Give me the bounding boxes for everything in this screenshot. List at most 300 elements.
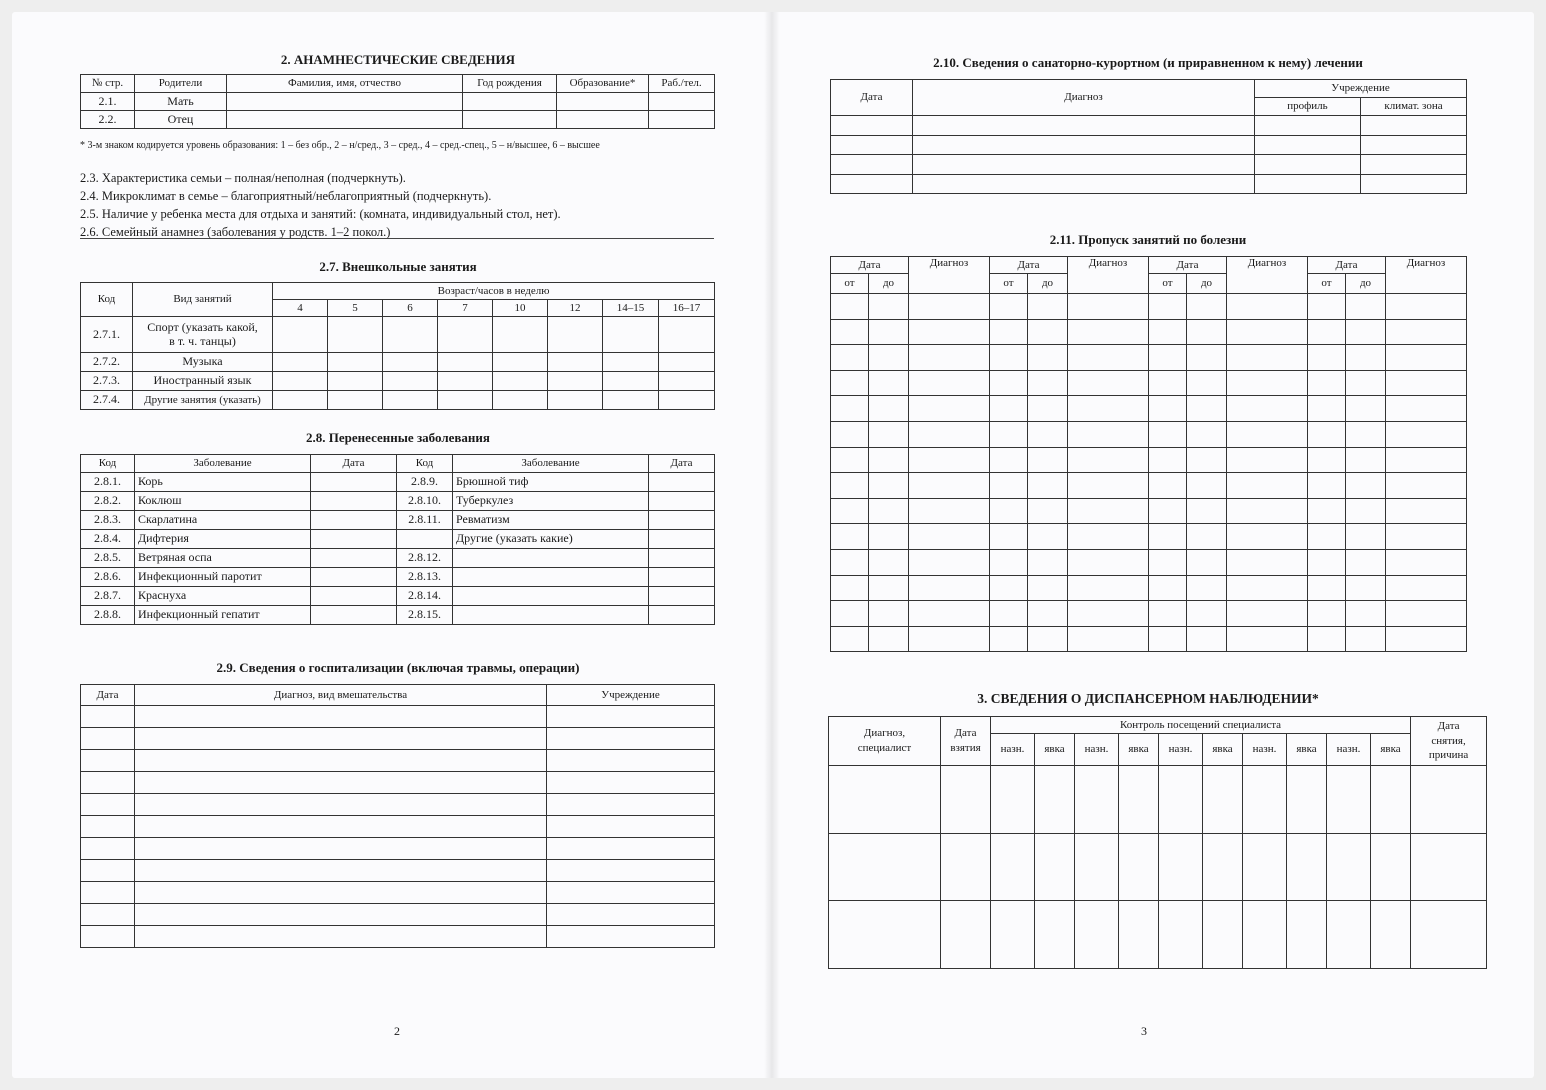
hours-cell[interactable] xyxy=(328,353,383,372)
entry-cell[interactable] xyxy=(547,706,715,728)
entry-cell[interactable] xyxy=(1187,396,1227,422)
entry-cell[interactable] xyxy=(1149,473,1187,499)
entry-cell[interactable] xyxy=(831,294,869,320)
entry-cell[interactable] xyxy=(81,794,135,816)
entry-cell[interactable] xyxy=(831,345,869,371)
entry-cell[interactable] xyxy=(1203,901,1243,969)
entry-cell[interactable] xyxy=(1243,901,1287,969)
entry-cell[interactable] xyxy=(1361,155,1467,175)
birthyear-cell[interactable] xyxy=(463,93,557,111)
entry-cell[interactable] xyxy=(1386,601,1467,627)
entry-cell[interactable] xyxy=(1308,421,1346,447)
entry-cell[interactable] xyxy=(990,421,1028,447)
entry-cell[interactable] xyxy=(909,447,990,473)
entry-cell[interactable] xyxy=(1308,396,1346,422)
entry-cell[interactable] xyxy=(991,901,1035,969)
hours-cell[interactable] xyxy=(438,353,493,372)
entry-cell[interactable] xyxy=(1203,766,1243,834)
entry-cell[interactable] xyxy=(990,575,1028,601)
hours-cell[interactable] xyxy=(383,353,438,372)
entry-cell[interactable] xyxy=(1308,294,1346,320)
hours-cell[interactable] xyxy=(659,391,715,410)
date-cell[interactable] xyxy=(649,511,715,530)
entry-cell[interactable] xyxy=(1371,901,1411,969)
date-cell[interactable] xyxy=(311,606,397,625)
hours-cell[interactable] xyxy=(659,317,715,353)
entry-cell[interactable] xyxy=(547,794,715,816)
entry-cell[interactable] xyxy=(1346,294,1386,320)
hours-cell[interactable] xyxy=(659,353,715,372)
entry-cell[interactable] xyxy=(1159,901,1203,969)
entry-cell[interactable] xyxy=(1243,766,1287,834)
entry-cell[interactable] xyxy=(1068,396,1149,422)
entry-cell[interactable] xyxy=(1227,498,1308,524)
entry-cell[interactable] xyxy=(1411,901,1487,969)
date-cell[interactable] xyxy=(649,473,715,492)
entry-cell[interactable] xyxy=(1308,524,1346,550)
entry-cell[interactable] xyxy=(1028,549,1068,575)
entry-cell[interactable] xyxy=(135,728,547,750)
entry-cell[interactable] xyxy=(869,345,909,371)
hours-cell[interactable] xyxy=(548,317,603,353)
entry-cell[interactable] xyxy=(1028,319,1068,345)
fullname-cell[interactable] xyxy=(227,111,463,129)
education-cell[interactable] xyxy=(557,93,649,111)
entry-cell[interactable] xyxy=(1346,319,1386,345)
entry-cell[interactable] xyxy=(1068,319,1149,345)
hours-cell[interactable] xyxy=(548,391,603,410)
entry-cell[interactable] xyxy=(831,421,869,447)
entry-cell[interactable] xyxy=(1346,421,1386,447)
work-cell[interactable] xyxy=(649,111,715,129)
entry-cell[interactable] xyxy=(547,772,715,794)
entry-cell[interactable] xyxy=(1028,345,1068,371)
hours-cell[interactable] xyxy=(548,353,603,372)
entry-cell[interactable] xyxy=(869,601,909,627)
entry-cell[interactable] xyxy=(1243,833,1287,901)
entry-cell[interactable] xyxy=(831,116,913,136)
entry-cell[interactable] xyxy=(1149,319,1187,345)
entry-cell[interactable] xyxy=(135,926,547,948)
entry-cell[interactable] xyxy=(990,447,1028,473)
entry-cell[interactable] xyxy=(909,319,990,345)
entry-cell[interactable] xyxy=(1187,601,1227,627)
entry-cell[interactable] xyxy=(1346,370,1386,396)
entry-cell[interactable] xyxy=(1187,549,1227,575)
entry-cell[interactable] xyxy=(1308,447,1346,473)
entry-cell[interactable] xyxy=(869,575,909,601)
entry-cell[interactable] xyxy=(1308,498,1346,524)
entry-cell[interactable] xyxy=(1068,498,1149,524)
hours-cell[interactable] xyxy=(438,317,493,353)
entry-cell[interactable] xyxy=(909,601,990,627)
hours-cell[interactable] xyxy=(273,317,328,353)
entry-cell[interactable] xyxy=(1035,901,1075,969)
entry-cell[interactable] xyxy=(1346,626,1386,652)
entry-cell[interactable] xyxy=(869,447,909,473)
entry-cell[interactable] xyxy=(1187,370,1227,396)
entry-cell[interactable] xyxy=(1361,174,1467,194)
hours-cell[interactable] xyxy=(383,317,438,353)
entry-cell[interactable] xyxy=(81,706,135,728)
entry-cell[interactable] xyxy=(1028,396,1068,422)
entry-cell[interactable] xyxy=(1149,421,1187,447)
entry-cell[interactable] xyxy=(1149,294,1187,320)
hours-cell[interactable] xyxy=(328,372,383,391)
entry-cell[interactable] xyxy=(1287,833,1327,901)
entry-cell[interactable] xyxy=(991,833,1035,901)
entry-cell[interactable] xyxy=(831,174,913,194)
entry-cell[interactable] xyxy=(909,345,990,371)
entry-cell[interactable] xyxy=(1028,447,1068,473)
entry-cell[interactable] xyxy=(869,524,909,550)
entry-cell[interactable] xyxy=(1386,370,1467,396)
date-cell[interactable] xyxy=(311,492,397,511)
entry-cell[interactable] xyxy=(1386,626,1467,652)
hours-cell[interactable] xyxy=(328,391,383,410)
entry-cell[interactable] xyxy=(1386,575,1467,601)
hours-cell[interactable] xyxy=(273,391,328,410)
entry-cell[interactable] xyxy=(869,370,909,396)
entry-cell[interactable] xyxy=(1119,901,1159,969)
hours-cell[interactable] xyxy=(493,372,548,391)
entry-cell[interactable] xyxy=(913,155,1255,175)
date-cell[interactable] xyxy=(649,530,715,549)
entry-cell[interactable] xyxy=(1068,601,1149,627)
entry-cell[interactable] xyxy=(1227,319,1308,345)
hours-cell[interactable] xyxy=(603,391,659,410)
entry-cell[interactable] xyxy=(831,135,913,155)
entry-cell[interactable] xyxy=(1386,473,1467,499)
date-cell[interactable] xyxy=(649,492,715,511)
entry-cell[interactable] xyxy=(1386,447,1467,473)
entry-cell[interactable] xyxy=(1308,473,1346,499)
hours-cell[interactable] xyxy=(383,372,438,391)
entry-cell[interactable] xyxy=(1149,345,1187,371)
entry-cell[interactable] xyxy=(1386,549,1467,575)
entry-cell[interactable] xyxy=(81,904,135,926)
entry-cell[interactable] xyxy=(1068,370,1149,396)
date-cell[interactable] xyxy=(649,587,715,606)
entry-cell[interactable] xyxy=(547,728,715,750)
entry-cell[interactable] xyxy=(1327,833,1371,901)
entry-cell[interactable] xyxy=(1203,833,1243,901)
entry-cell[interactable] xyxy=(1308,575,1346,601)
date-cell[interactable] xyxy=(649,568,715,587)
date-cell[interactable] xyxy=(311,473,397,492)
entry-cell[interactable] xyxy=(990,473,1028,499)
entry-cell[interactable] xyxy=(990,601,1028,627)
entry-cell[interactable] xyxy=(1371,833,1411,901)
hours-cell[interactable] xyxy=(659,372,715,391)
date-cell[interactable] xyxy=(311,549,397,568)
entry-cell[interactable] xyxy=(1068,421,1149,447)
fullname-cell[interactable] xyxy=(227,93,463,111)
entry-cell[interactable] xyxy=(1028,626,1068,652)
entry-cell[interactable] xyxy=(547,904,715,926)
entry-cell[interactable] xyxy=(909,498,990,524)
entry-cell[interactable] xyxy=(1327,901,1371,969)
entry-cell[interactable] xyxy=(1187,294,1227,320)
entry-cell[interactable] xyxy=(829,766,941,834)
entry-cell[interactable] xyxy=(1386,396,1467,422)
entry-cell[interactable] xyxy=(1119,833,1159,901)
entry-cell[interactable] xyxy=(1308,370,1346,396)
entry-cell[interactable] xyxy=(1386,421,1467,447)
date-cell[interactable] xyxy=(311,587,397,606)
entry-cell[interactable] xyxy=(547,882,715,904)
entry-cell[interactable] xyxy=(909,549,990,575)
entry-cell[interactable] xyxy=(135,750,547,772)
entry-cell[interactable] xyxy=(1028,421,1068,447)
entry-cell[interactable] xyxy=(135,904,547,926)
entry-cell[interactable] xyxy=(941,833,991,901)
entry-cell[interactable] xyxy=(547,750,715,772)
entry-cell[interactable] xyxy=(135,816,547,838)
entry-cell[interactable] xyxy=(990,626,1028,652)
entry-cell[interactable] xyxy=(1075,833,1119,901)
entry-cell[interactable] xyxy=(81,926,135,948)
entry-cell[interactable] xyxy=(1411,766,1487,834)
entry-cell[interactable] xyxy=(1227,421,1308,447)
entry-cell[interactable] xyxy=(1227,626,1308,652)
date-cell[interactable] xyxy=(649,549,715,568)
entry-cell[interactable] xyxy=(1035,766,1075,834)
entry-cell[interactable] xyxy=(81,860,135,882)
entry-cell[interactable] xyxy=(909,626,990,652)
entry-cell[interactable] xyxy=(869,473,909,499)
entry-cell[interactable] xyxy=(831,155,913,175)
entry-cell[interactable] xyxy=(1255,135,1361,155)
entry-cell[interactable] xyxy=(1227,575,1308,601)
entry-cell[interactable] xyxy=(1149,524,1187,550)
entry-cell[interactable] xyxy=(1371,766,1411,834)
entry-cell[interactable] xyxy=(1227,473,1308,499)
entry-cell[interactable] xyxy=(909,421,990,447)
entry-cell[interactable] xyxy=(81,838,135,860)
entry-cell[interactable] xyxy=(1411,833,1487,901)
entry-cell[interactable] xyxy=(81,728,135,750)
entry-cell[interactable] xyxy=(1308,549,1346,575)
entry-cell[interactable] xyxy=(1028,498,1068,524)
entry-cell[interactable] xyxy=(1075,901,1119,969)
entry-cell[interactable] xyxy=(1149,601,1187,627)
entry-cell[interactable] xyxy=(869,549,909,575)
entry-cell[interactable] xyxy=(1346,396,1386,422)
entry-cell[interactable] xyxy=(1255,116,1361,136)
entry-cell[interactable] xyxy=(1149,498,1187,524)
entry-cell[interactable] xyxy=(831,575,869,601)
entry-cell[interactable] xyxy=(1149,549,1187,575)
entry-cell[interactable] xyxy=(941,901,991,969)
entry-cell[interactable] xyxy=(831,601,869,627)
entry-cell[interactable] xyxy=(1187,319,1227,345)
entry-cell[interactable] xyxy=(1227,524,1308,550)
date-cell[interactable] xyxy=(649,606,715,625)
entry-cell[interactable] xyxy=(1361,116,1467,136)
entry-cell[interactable] xyxy=(1386,345,1467,371)
entry-cell[interactable] xyxy=(1068,626,1149,652)
entry-cell[interactable] xyxy=(990,549,1028,575)
entry-cell[interactable] xyxy=(1227,549,1308,575)
entry-cell[interactable] xyxy=(547,860,715,882)
entry-cell[interactable] xyxy=(1035,833,1075,901)
entry-cell[interactable] xyxy=(547,838,715,860)
entry-cell[interactable] xyxy=(1346,345,1386,371)
entry-cell[interactable] xyxy=(547,926,715,948)
entry-cell[interactable] xyxy=(909,294,990,320)
hours-cell[interactable] xyxy=(548,372,603,391)
entry-cell[interactable] xyxy=(1187,421,1227,447)
entry-cell[interactable] xyxy=(831,319,869,345)
entry-cell[interactable] xyxy=(831,549,869,575)
entry-cell[interactable] xyxy=(869,498,909,524)
entry-cell[interactable] xyxy=(831,396,869,422)
entry-cell[interactable] xyxy=(913,135,1255,155)
entry-cell[interactable] xyxy=(1149,447,1187,473)
entry-cell[interactable] xyxy=(135,772,547,794)
entry-cell[interactable] xyxy=(990,370,1028,396)
entry-cell[interactable] xyxy=(869,396,909,422)
entry-cell[interactable] xyxy=(1028,473,1068,499)
entry-cell[interactable] xyxy=(81,750,135,772)
entry-cell[interactable] xyxy=(1308,319,1346,345)
entry-cell[interactable] xyxy=(1308,601,1346,627)
entry-cell[interactable] xyxy=(135,794,547,816)
entry-cell[interactable] xyxy=(1149,626,1187,652)
entry-cell[interactable] xyxy=(1386,524,1467,550)
entry-cell[interactable] xyxy=(913,174,1255,194)
entry-cell[interactable] xyxy=(1187,473,1227,499)
hours-cell[interactable] xyxy=(328,317,383,353)
entry-cell[interactable] xyxy=(1287,901,1327,969)
hours-cell[interactable] xyxy=(603,317,659,353)
hours-cell[interactable] xyxy=(493,391,548,410)
entry-cell[interactable] xyxy=(990,396,1028,422)
entry-cell[interactable] xyxy=(909,370,990,396)
entry-cell[interactable] xyxy=(1187,524,1227,550)
entry-cell[interactable] xyxy=(831,524,869,550)
entry-cell[interactable] xyxy=(1386,319,1467,345)
entry-cell[interactable] xyxy=(1255,174,1361,194)
entry-cell[interactable] xyxy=(990,319,1028,345)
entry-cell[interactable] xyxy=(1159,833,1203,901)
entry-cell[interactable] xyxy=(81,772,135,794)
work-cell[interactable] xyxy=(649,93,715,111)
entry-cell[interactable] xyxy=(81,882,135,904)
education-cell[interactable] xyxy=(557,111,649,129)
entry-cell[interactable] xyxy=(1346,524,1386,550)
birthyear-cell[interactable] xyxy=(463,111,557,129)
entry-cell[interactable] xyxy=(547,816,715,838)
entry-cell[interactable] xyxy=(991,766,1035,834)
entry-cell[interactable] xyxy=(1068,575,1149,601)
entry-cell[interactable] xyxy=(941,766,991,834)
entry-cell[interactable] xyxy=(1028,524,1068,550)
entry-cell[interactable] xyxy=(990,294,1028,320)
entry-cell[interactable] xyxy=(1149,370,1187,396)
entry-cell[interactable] xyxy=(831,370,869,396)
entry-cell[interactable] xyxy=(831,473,869,499)
entry-cell[interactable] xyxy=(913,116,1255,136)
entry-cell[interactable] xyxy=(1028,575,1068,601)
entry-cell[interactable] xyxy=(909,524,990,550)
hours-cell[interactable] xyxy=(273,372,328,391)
entry-cell[interactable] xyxy=(135,860,547,882)
entry-cell[interactable] xyxy=(1386,294,1467,320)
entry-cell[interactable] xyxy=(1149,396,1187,422)
entry-cell[interactable] xyxy=(1028,370,1068,396)
entry-cell[interactable] xyxy=(1187,447,1227,473)
entry-cell[interactable] xyxy=(135,882,547,904)
entry-cell[interactable] xyxy=(81,816,135,838)
entry-cell[interactable] xyxy=(1346,447,1386,473)
hours-cell[interactable] xyxy=(383,391,438,410)
entry-cell[interactable] xyxy=(1308,345,1346,371)
entry-cell[interactable] xyxy=(869,319,909,345)
entry-cell[interactable] xyxy=(1068,473,1149,499)
entry-cell[interactable] xyxy=(1187,626,1227,652)
entry-cell[interactable] xyxy=(829,901,941,969)
entry-cell[interactable] xyxy=(831,447,869,473)
entry-cell[interactable] xyxy=(1149,575,1187,601)
entry-cell[interactable] xyxy=(1119,766,1159,834)
date-cell[interactable] xyxy=(311,530,397,549)
hours-cell[interactable] xyxy=(493,353,548,372)
entry-cell[interactable] xyxy=(831,498,869,524)
entry-cell[interactable] xyxy=(1227,294,1308,320)
entry-cell[interactable] xyxy=(1361,135,1467,155)
entry-cell[interactable] xyxy=(1386,498,1467,524)
entry-cell[interactable] xyxy=(1068,549,1149,575)
entry-cell[interactable] xyxy=(1187,498,1227,524)
entry-cell[interactable] xyxy=(1287,766,1327,834)
entry-cell[interactable] xyxy=(1227,345,1308,371)
entry-cell[interactable] xyxy=(990,524,1028,550)
entry-cell[interactable] xyxy=(1068,524,1149,550)
entry-cell[interactable] xyxy=(1227,396,1308,422)
entry-cell[interactable] xyxy=(1068,294,1149,320)
entry-cell[interactable] xyxy=(1346,575,1386,601)
entry-cell[interactable] xyxy=(1346,601,1386,627)
entry-cell[interactable] xyxy=(990,498,1028,524)
entry-cell[interactable] xyxy=(1227,447,1308,473)
entry-cell[interactable] xyxy=(909,396,990,422)
entry-cell[interactable] xyxy=(1075,766,1119,834)
entry-cell[interactable] xyxy=(869,421,909,447)
entry-cell[interactable] xyxy=(831,626,869,652)
entry-cell[interactable] xyxy=(1346,473,1386,499)
entry-cell[interactable] xyxy=(1346,498,1386,524)
entry-cell[interactable] xyxy=(909,575,990,601)
hours-cell[interactable] xyxy=(438,372,493,391)
entry-cell[interactable] xyxy=(1327,766,1371,834)
hours-cell[interactable] xyxy=(603,372,659,391)
entry-cell[interactable] xyxy=(1159,766,1203,834)
entry-cell[interactable] xyxy=(1227,370,1308,396)
entry-cell[interactable] xyxy=(1187,345,1227,371)
entry-cell[interactable] xyxy=(869,294,909,320)
entry-cell[interactable] xyxy=(1068,345,1149,371)
entry-cell[interactable] xyxy=(1346,549,1386,575)
entry-cell[interactable] xyxy=(1308,626,1346,652)
entry-cell[interactable] xyxy=(1187,575,1227,601)
entry-cell[interactable] xyxy=(990,345,1028,371)
entry-cell[interactable] xyxy=(1255,155,1361,175)
entry-cell[interactable] xyxy=(1028,294,1068,320)
entry-cell[interactable] xyxy=(1068,447,1149,473)
entry-cell[interactable] xyxy=(135,706,547,728)
